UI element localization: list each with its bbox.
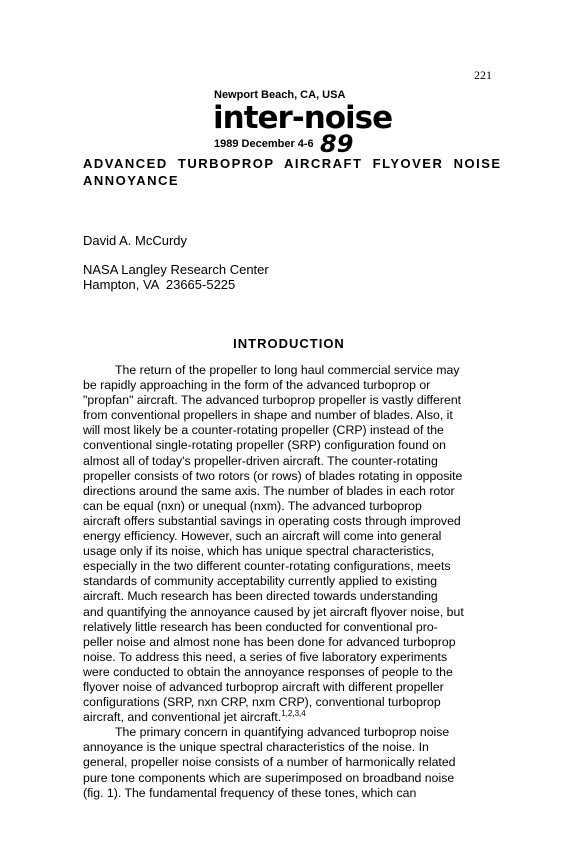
conference-logo: inter-noise: [213, 100, 393, 136]
reference-superscript: 1,2,3,4: [281, 709, 306, 719]
paragraph-1: [83, 363, 495, 725]
page-number: 221: [474, 68, 492, 82]
conference-location: Newport Beach, CA, USA: [214, 89, 346, 101]
text-line: almost all of today's propeller-driven aircraft. The counter-rotating: [83, 453, 438, 468]
author-affiliation: [83, 262, 269, 292]
text-line: especially in the two different counter-rotating configurations, meets: [83, 559, 451, 574]
section-heading: INTRODUCTION: [233, 336, 345, 351]
text-line: energy efficiency. However, such an aircraft will come into general: [83, 529, 442, 544]
body-text: [83, 363, 495, 801]
text-line: were conducted to obtain the annoyance responses of people to the: [83, 664, 453, 679]
text-line: The return of the propeller to long haul commercial service may: [115, 363, 460, 377]
text-line: [83, 710, 495, 725]
affiliation-line: Hampton, VA 23665-5225: [83, 277, 236, 292]
text-line: aircraft offers substantial savings in operating costs through improved: [83, 513, 461, 528]
text-line: directions around the same axis. The number of blades in each rotor: [83, 483, 455, 498]
text-line: can be equal (nxn) or unequal (nxm). The advanced turboprop: [83, 498, 422, 513]
text-line: standards of community acceptability currently applied to existing: [83, 574, 438, 589]
text-line: from conventional propellers in shape and number of blades. Also, it: [83, 408, 453, 423]
text-line-last: aircraft, and conventional jet aircraft.: [83, 710, 282, 725]
text-line: aircraft. Much research has been directed towards understanding: [83, 589, 438, 604]
text-line: will most likely be a counter-rotating propeller (CRP) instead of the: [83, 423, 444, 438]
text-line: flyover noise of advanced turboprop aircraft with different propeller: [83, 679, 444, 694]
text-line: usage only if its noise, which has unique spectral characteristics,: [83, 544, 435, 559]
paper-title-line: ANNOYANCE: [83, 173, 180, 188]
conference-dates: 1989 December 4-6: [214, 138, 314, 150]
text-line: pure tone components which are superimposed on broadband noise: [83, 770, 455, 785]
text-line: peller noise and almost none has been done for advanced turboprop: [83, 634, 456, 649]
text-line: general, propeller noise consists of a number of harmonically related: [83, 755, 456, 770]
text-line: The primary concern in quantifying advanced turboprop noise: [115, 725, 450, 740]
text-line: conventional single-rotating propeller (SRP) configuration found on: [83, 438, 446, 453]
affiliation-line: NASA Langley Research Center: [83, 262, 269, 277]
text-line: (fig. 1). The fundamental frequency of these tones, which can: [83, 785, 417, 800]
conference-year-logo: 89: [320, 130, 354, 158]
text-line: "propfan" aircraft. The advanced turboprop propeller is vastly different: [83, 393, 462, 408]
text-line: noise. To address this need, a series of five laboratory experiments: [83, 649, 448, 664]
text-line: and quantifying the annoyance caused by jet aircraft flyover noise, but: [83, 604, 464, 619]
paper-title: [83, 155, 513, 189]
text-line: configurations (SRP, nxn CRP, nxm CRP), conventional turboprop: [83, 695, 441, 710]
text-line: be rapidly approaching in the form of the advanced turboprop or: [83, 378, 431, 393]
text-line: annoyance is the unique spectral characteristics of the noise. In: [83, 740, 429, 755]
author-name: David A. McCurdy: [83, 233, 188, 248]
text-line: propeller consists of two rotors (or rows) of blades rotating in opposite: [83, 468, 463, 483]
paragraph-2: [83, 725, 495, 800]
paper-title-line: ADVANCED TURBOPROP AIRCRAFT FLYOVER NOISE: [83, 156, 502, 171]
text-line: relatively little research has been conducted for conventional pro-: [83, 619, 438, 634]
